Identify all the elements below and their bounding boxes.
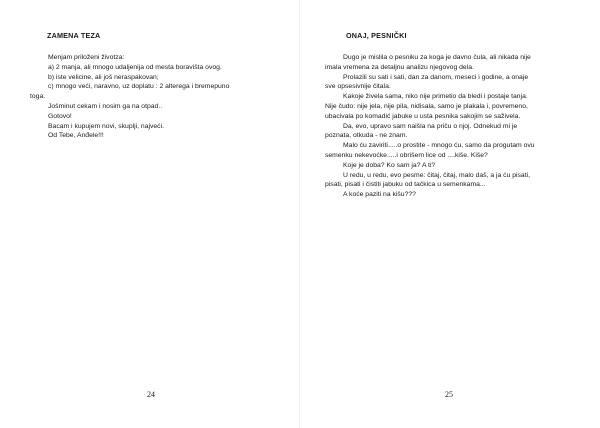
page-body xyxy=(325,53,581,200)
page-title: ZAMENA TEZA xyxy=(47,31,101,40)
text-line: Koje je doba? Ko sam ja? A ti? xyxy=(343,161,436,169)
text-line: c) mnogo veći, naravno, uz doplatu : 2 alterega i bremepuno xyxy=(48,83,230,91)
text-line: sve opsesivnije čitala. xyxy=(325,83,391,91)
text-line: A koće paziti na kišu??? xyxy=(343,191,416,199)
page-body xyxy=(30,53,278,141)
text-line: Od Tebe, Anđele!!! xyxy=(48,132,104,140)
text-line: imala vremena za detaljnu analizu njegovog dela. xyxy=(325,63,474,71)
text-line: Gotovo! xyxy=(48,112,72,120)
text-line: Bacam i kupujem novi, skuplji, najveći. xyxy=(48,122,164,130)
text-line: Da, evo, upravo sam naišla na priču o njoj. Odnekud mi je xyxy=(343,122,518,130)
page-title: ONAJ, PESNIČKI xyxy=(346,31,407,40)
text-line: b) iste velicine, ali još neraspakovan; xyxy=(48,73,159,81)
page-number: 25 xyxy=(445,390,453,399)
text-line: Nije čudo: nije jela, nije pila, nidisala, samo je plakala i, povremeno, xyxy=(325,102,528,110)
text-line: semenku nekevoćke.....i obrišem lice od ....kiše. Kiše? xyxy=(325,151,488,159)
text-line: Menjam priloženi životza: xyxy=(48,54,125,61)
text-line: Dugo je mislila o pesniku za koga je davno čula, ali nikada nije xyxy=(343,54,531,61)
text-line: poznata, otkuda - ne znam. xyxy=(325,132,408,140)
text-line: ubacivala po komadić jabuke u usta pesnika sakojim se saživela. xyxy=(325,112,521,120)
text-line: Prolazili su sati i sati, dan za danom, meseci i godine, a onaje xyxy=(343,73,529,81)
text-line: toga. xyxy=(30,93,46,101)
text-line: pisati, pisati i čistiti jabuku od tačkica u semenkama... xyxy=(325,181,486,189)
text-line: Malo ću zaviriti.....o prostite - mnogo ću, samo da progutam ovu xyxy=(343,142,535,150)
text-line: Jošminut cekam i nosim ga na otpad.. xyxy=(48,102,163,110)
text-line: a) 2 manja, ali mnogo udaljenija od mesta boravišta ovog. xyxy=(48,63,222,71)
text-line: Kakoje živela sama, niko nije primetio da bledi i postaje tanja. xyxy=(343,93,528,101)
text-line: U redu, u redu, evo pesme: čitaj, čitaj, malo daš, a ja ću pisati, xyxy=(343,171,531,179)
page-number: 24 xyxy=(147,390,155,399)
right-page xyxy=(300,0,600,428)
